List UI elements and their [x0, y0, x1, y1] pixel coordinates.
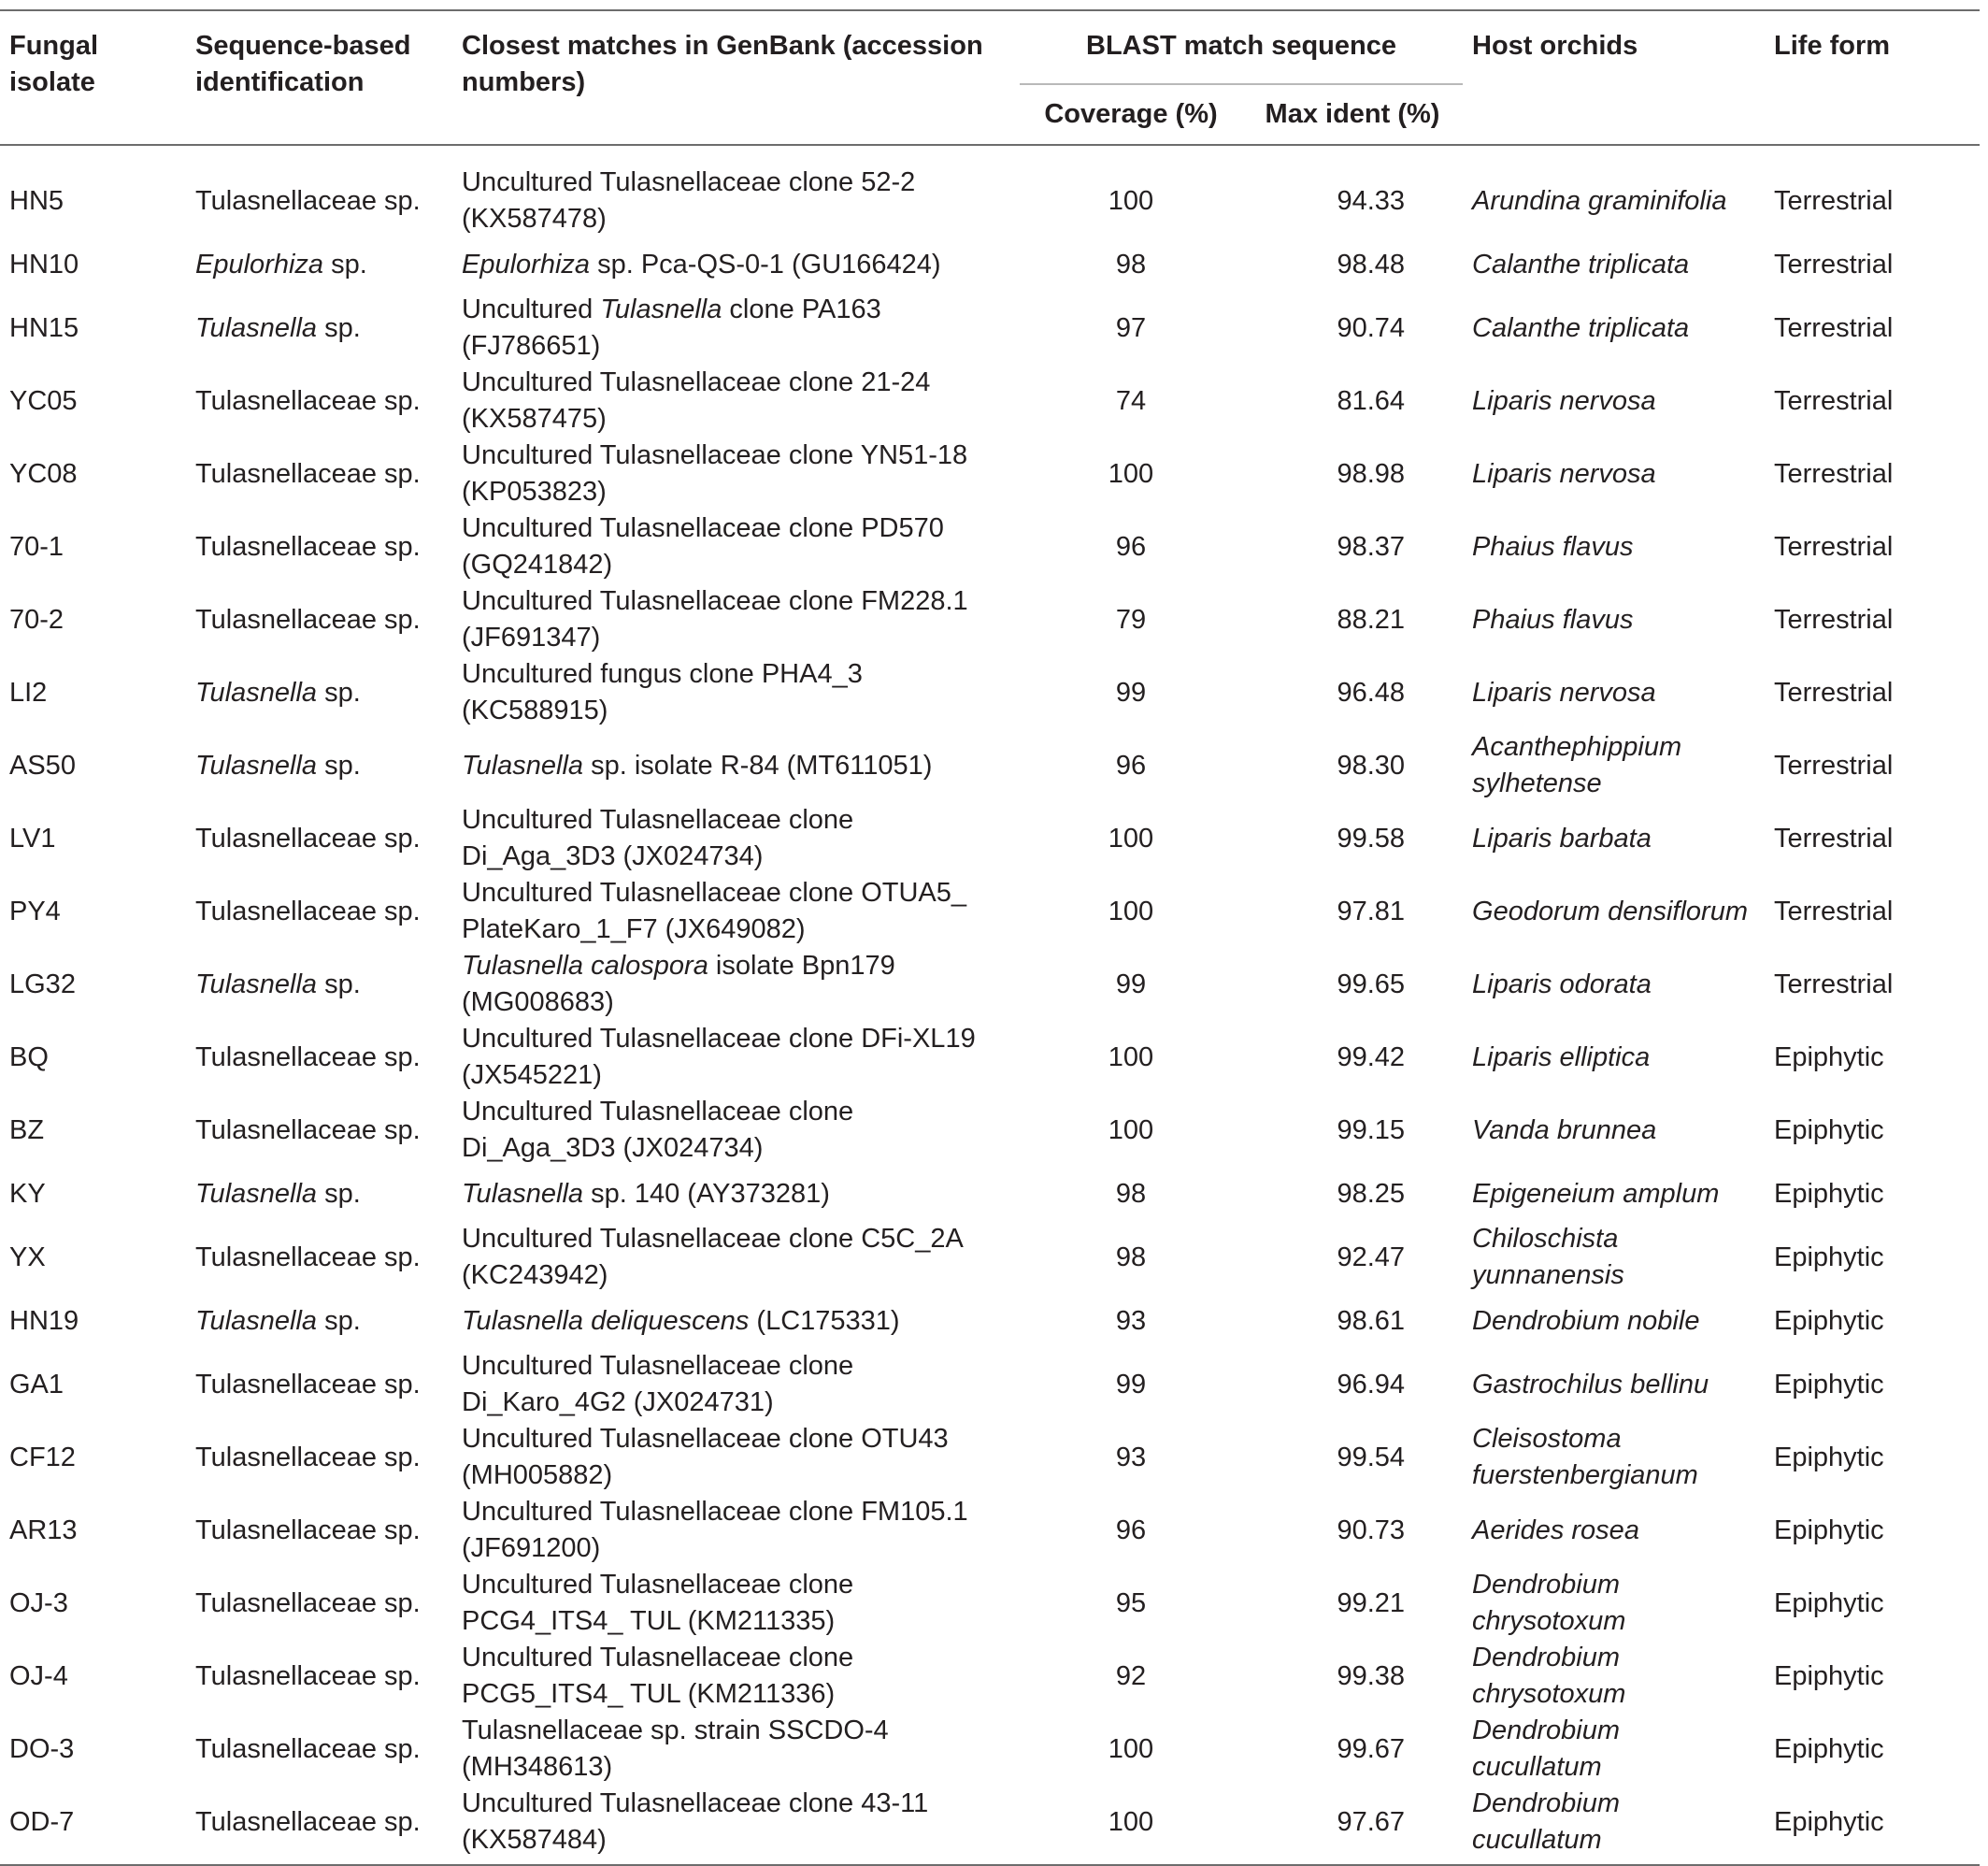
cell-isolate: OJ-4 [9, 1660, 68, 1691]
cell-closest-match [452, 948, 1020, 1021]
cell-identification-text: Tulasnellaceae sp. [195, 185, 421, 216]
cell-closest-match-text: Uncultured Tulasnellaceae clone OTU43 (MH005882) [462, 1424, 949, 1490]
cell-closest-match-text: Tulasnellaceae sp. strain SSCDO-4 (MH348613) [462, 1715, 889, 1782]
table-header [0, 10, 1980, 145]
header-max-ident: Max ident (%) [1242, 84, 1463, 145]
cell-closest-match [452, 292, 1020, 365]
cell-host-orchid: Liparis nervosa [1472, 677, 1656, 708]
cell-closest-match [452, 1348, 1020, 1421]
cell-coverage: 74 [1115, 385, 1147, 416]
cell-max-ident: 99.15 [1337, 1114, 1406, 1145]
cell-max-ident: 99.58 [1337, 823, 1406, 854]
cell-max-ident: 98.98 [1337, 458, 1406, 489]
cell-isolate: KY [9, 1178, 46, 1209]
cell-identification-text: Tulasnellaceae sp. [195, 604, 421, 635]
cell-max-ident: 96.48 [1337, 677, 1406, 708]
cell-closest-match-text: Uncultured fungus clone PHA4_3 (KC588915) [462, 659, 863, 725]
cell-isolate: AS50 [9, 750, 76, 781]
cell-isolate: PY4 [9, 896, 61, 926]
cell-identification [186, 1567, 452, 1640]
cell-closest-match-text: Uncultured Tulasnellaceae clone PD570 (GQ241842) [462, 513, 944, 580]
cell-coverage: 99 [1115, 677, 1147, 708]
cell-life-form: Terrestrial [1774, 458, 1894, 489]
cell-identification [186, 1640, 452, 1713]
table-row [0, 1294, 1980, 1348]
cell-closest-match-text: Uncultured Tulasnellaceae clone DFi-XL19 (JX545221) [462, 1024, 976, 1090]
cell-closest-match-text: Uncultured Tulasnellaceae clone OTUA5_ PlateKaro_1_F7 (JX649082) [462, 878, 967, 944]
cell-coverage: 100 [1108, 185, 1154, 216]
cell-identification [186, 1294, 452, 1348]
cell-max-ident: 98.25 [1337, 1178, 1406, 1209]
table-row [0, 1167, 1980, 1221]
table-row [0, 656, 1980, 729]
cell-closest-match-text: Tulasnella [600, 294, 722, 324]
cell-host-orchid: Liparis nervosa [1472, 458, 1656, 489]
cell-closest-match [452, 1167, 1020, 1221]
cell-life-form: Epiphytic [1774, 1114, 1884, 1145]
cell-closest-match [452, 583, 1020, 656]
cell-closest-match [452, 510, 1020, 583]
cell-coverage: 97 [1115, 312, 1147, 343]
cell-host-orchid: Dendrobium cucullatum [1463, 1786, 1765, 1865]
cell-isolate: OD-7 [0, 1786, 186, 1865]
cell-isolate: HN10 [9, 249, 79, 280]
cell-identification [186, 583, 452, 656]
table-row [0, 145, 1980, 237]
cell-life-form: Epiphytic [1774, 1733, 1884, 1764]
cell-identification-text: Tulasnellaceae sp. [195, 385, 421, 416]
cell-max-ident: 98.61 [1337, 1305, 1406, 1336]
cell-closest-match [452, 438, 1020, 510]
cell-life-form: Terrestrial [1774, 750, 1894, 781]
cell-host-orchid: Gastrochilus bellinu [1472, 1369, 1709, 1400]
cell-isolate: LV1 [9, 823, 56, 854]
table-row [0, 1494, 1980, 1567]
cell-closest-match-text: Uncultured Tulasnellaceae clone Di_Aga_3D3 (JX024734) [462, 1097, 854, 1163]
cell-identification [186, 237, 452, 292]
cell-max-ident: 92.47 [1337, 1242, 1406, 1272]
cell-closest-match-text: sp. 140 (AY373281) [583, 1178, 830, 1209]
cell-host-orchid: Dendrobium cucullatum [1472, 1715, 1620, 1782]
cell-isolate: 70-2 [9, 604, 64, 635]
table-row [0, 875, 1980, 948]
cell-host-orchid: Phaius flavus [1472, 531, 1634, 562]
cell-identification [186, 1494, 452, 1567]
cell-identification-text: Tulasnellaceae sp. [195, 531, 421, 562]
cell-host-orchid: Geodorum densiflorum [1472, 896, 1748, 926]
cell-isolate: HN5 [9, 185, 64, 216]
cell-closest-match-text: Uncultured Tulasnellaceae clone 21-24 (KX587475) [462, 367, 931, 434]
table-row [0, 1094, 1980, 1167]
cell-closest-match-text: Uncultured Tulasnellaceae clone 43-11 (KX587484) [462, 1788, 929, 1855]
cell-isolate: OJ-3 [9, 1587, 68, 1618]
header-coverage: Coverage (%) [1020, 84, 1242, 145]
cell-closest-match [452, 1713, 1020, 1786]
cell-life-form: Epiphytic [1774, 1041, 1884, 1072]
cell-isolate: YX [9, 1242, 46, 1272]
cell-closest-match-text: Uncultured Tulasnellaceae clone PCG5_ITS4_ TUL (KM211336) [462, 1643, 854, 1709]
table-row [0, 1786, 1980, 1865]
cell-life-form: Epiphytic [1774, 1242, 1884, 1272]
cell-isolate: LG32 [9, 969, 76, 999]
cell-host-orchid: Vanda brunnea [1472, 1114, 1657, 1145]
cell-coverage: 98 [1115, 249, 1147, 280]
cell-identification-text: Tulasnellaceae sp. [195, 1587, 421, 1618]
cell-identification [186, 1021, 452, 1094]
cell-max-ident: 97.81 [1337, 896, 1406, 926]
cell-identification [186, 1421, 452, 1494]
cell-life-form: Terrestrial [1774, 249, 1894, 280]
cell-closest-match-text: Epulorhiza [462, 249, 591, 280]
header-sequence-identification: Sequence-based identification [186, 10, 452, 145]
cell-life-form: Terrestrial [1774, 677, 1894, 708]
cell-identification [186, 729, 452, 802]
cell-host-orchid: Dendrobium chrysotoxum [1472, 1570, 1626, 1636]
table-row [0, 510, 1980, 583]
cell-closest-match [452, 1494, 1020, 1567]
cell-max-ident: 96.94 [1337, 1369, 1406, 1400]
cell-identification-text: Tulasnellaceae sp. [195, 1242, 421, 1272]
fungal-isolates-table [0, 9, 1980, 1866]
cell-coverage: 100 [1108, 1041, 1154, 1072]
cell-host-orchid: Chiloschista yunnanensis [1472, 1224, 1624, 1290]
cell-life-form: Terrestrial [1774, 312, 1894, 343]
cell-identification-text: Tulasnella [195, 312, 318, 343]
cell-isolate: YC08 [9, 458, 78, 489]
cell-coverage: 95 [1115, 1587, 1147, 1618]
cell-host-orchid: Liparis elliptica [1472, 1041, 1651, 1072]
cell-coverage: 96 [1115, 1514, 1147, 1545]
cell-closest-match [452, 1021, 1020, 1094]
cell-identification [186, 1713, 452, 1786]
cell-isolate: BZ [9, 1114, 45, 1145]
cell-identification [186, 802, 452, 875]
cell-identification-text: sp. [317, 312, 361, 343]
table-row [0, 948, 1980, 1021]
cell-identification [186, 875, 452, 948]
cell-life-form: Epiphytic [1765, 1786, 1980, 1865]
cell-life-form: Terrestrial [1774, 896, 1894, 926]
cell-closest-match-text: Tulasnella [462, 750, 584, 781]
cell-identification [186, 438, 452, 510]
cell-isolate: CF12 [9, 1442, 76, 1472]
cell-life-form: Epiphytic [1774, 1442, 1884, 1472]
cell-isolate: BQ [9, 1041, 49, 1072]
cell-isolate: YC05 [9, 385, 78, 416]
cell-identification [186, 1348, 452, 1421]
cell-max-ident: 99.67 [1337, 1733, 1406, 1764]
cell-identification-text: sp. [323, 249, 367, 280]
cell-coverage: 98 [1115, 1178, 1147, 1209]
cell-identification-text: Tulasnellaceae sp. [195, 1733, 421, 1764]
cell-host-orchid: Epigeneium amplum [1472, 1178, 1720, 1209]
cell-coverage: 93 [1115, 1442, 1147, 1472]
header-fungal-isolate: Fungal isolate [0, 10, 186, 145]
cell-closest-match [452, 656, 1020, 729]
table-row [0, 583, 1980, 656]
cell-coverage: 93 [1115, 1305, 1147, 1336]
cell-coverage: 100 [1108, 1114, 1154, 1145]
cell-life-form: Terrestrial [1774, 969, 1894, 999]
cell-host-orchid: Phaius flavus [1472, 604, 1634, 635]
cell-life-form: Epiphytic [1774, 1514, 1884, 1545]
cell-coverage: 100 [1108, 458, 1154, 489]
cell-life-form: Epiphytic [1774, 1587, 1884, 1618]
table-row [0, 729, 1980, 802]
cell-life-form: Terrestrial [1774, 823, 1894, 854]
cell-isolate: DO-3 [9, 1733, 75, 1764]
cell-max-ident: 99.54 [1337, 1442, 1406, 1472]
cell-closest-match-text: Uncultured Tulasnellaceae clone YN51-18 (KP053823) [462, 440, 968, 507]
table-body [0, 145, 1980, 1865]
cell-host-orchid: Calanthe triplicata [1472, 249, 1690, 280]
cell-max-ident: 99.65 [1337, 969, 1406, 999]
cell-identification-text: Tulasnella [195, 969, 318, 999]
cell-isolate: LI2 [9, 677, 48, 708]
cell-identification-text: Tulasnellaceae sp. [195, 1041, 421, 1072]
cell-closest-match-text: Tulasnella deliquescens [462, 1305, 750, 1336]
cell-closest-match [452, 1640, 1020, 1713]
cell-host-orchid: Liparis nervosa [1472, 385, 1656, 416]
cell-life-form: Epiphytic [1774, 1660, 1884, 1691]
table-row [0, 1021, 1980, 1094]
cell-closest-match-text: Uncultured Tulasnellaceae clone 52-2 (KX587478) [462, 167, 916, 234]
cell-isolate: HN15 [9, 312, 79, 343]
cell-identification [186, 1094, 452, 1167]
cell-coverage: 100 [1108, 823, 1154, 854]
cell-closest-match-text: Uncultured Tulasnellaceae clone Di_Aga_3D3 (JX024734) [462, 805, 854, 871]
cell-closest-match-text: sp. isolate R-84 (MT611051) [583, 750, 933, 781]
cell-closest-match-text: isolate Bpn179 (MG008683) [462, 951, 895, 1017]
cell-host-orchid: Liparis odorata [1472, 969, 1652, 999]
cell-closest-match-text: Uncultured Tulasnellaceae clone Di_Karo_4G2 (JX024731) [462, 1351, 854, 1417]
cell-closest-match [452, 365, 1020, 438]
cell-closest-match [452, 802, 1020, 875]
cell-max-ident: 99.38 [1337, 1660, 1406, 1691]
cell-closest-match-text: Uncultured Tulasnellaceae clone C5C_2A (KC243942) [462, 1224, 963, 1290]
cell-closest-match [452, 729, 1020, 802]
table-row [0, 365, 1980, 438]
cell-identification-text: Tulasnellaceae sp. [195, 1660, 421, 1691]
cell-coverage: 98 [1115, 1242, 1147, 1272]
cell-identification-text: Tulasnella [195, 750, 318, 781]
table-row [0, 292, 1980, 365]
cell-life-form: Terrestrial [1774, 604, 1894, 635]
cell-life-form: Terrestrial [1774, 185, 1894, 216]
cell-max-ident: 90.74 [1337, 312, 1406, 343]
cell-closest-match [452, 1094, 1020, 1167]
cell-life-form: Terrestrial [1774, 385, 1894, 416]
cell-identification [186, 1786, 452, 1865]
cell-max-ident: 99.21 [1337, 1587, 1406, 1618]
header-closest-matches: Closest matches in GenBank (accession numbers) [452, 10, 1020, 145]
cell-identification [186, 1167, 452, 1221]
cell-coverage: 92 [1115, 1660, 1147, 1691]
cell-closest-match-text: Uncultured [462, 294, 601, 324]
cell-coverage: 96 [1115, 531, 1147, 562]
table-row [0, 237, 1980, 292]
cell-life-form: Terrestrial [1774, 531, 1894, 562]
cell-closest-match [452, 1786, 1020, 1865]
cell-identification-text: Tulasnellaceae sp. [195, 1114, 421, 1145]
cell-max-ident: 98.37 [1337, 531, 1406, 562]
cell-closest-match-text: Tulasnella [462, 1178, 584, 1209]
cell-identification-text: Tulasnellaceae sp. [195, 896, 421, 926]
cell-identification [186, 656, 452, 729]
cell-identification [186, 292, 452, 365]
cell-identification-text: Tulasnella [195, 1178, 318, 1209]
cell-identification [186, 365, 452, 438]
cell-identification [186, 948, 452, 1021]
cell-identification-text: Epulorhiza [195, 249, 324, 280]
cell-closest-match-text: Tulasnella calospora [462, 951, 708, 981]
cell-identification-text: sp. [317, 750, 361, 781]
cell-host-orchid: Cleisostoma fuerstenbergianum [1472, 1424, 1698, 1490]
cell-identification [186, 1221, 452, 1294]
cell-closest-match [452, 237, 1020, 292]
cell-closest-match-text: Uncultured Tulasnellaceae clone FM105.1 (JF691200) [462, 1497, 968, 1563]
cell-coverage: 79 [1115, 604, 1147, 635]
cell-max-ident: 88.21 [1337, 604, 1406, 635]
cell-identification-text: Tulasnella [195, 1305, 318, 1336]
cell-identification-text: sp. [317, 1305, 361, 1336]
cell-coverage: 100 [1108, 1733, 1154, 1764]
cell-identification-text: sp. [317, 677, 361, 708]
cell-life-form: Epiphytic [1774, 1369, 1884, 1400]
cell-life-form: Epiphytic [1774, 1305, 1884, 1336]
cell-identification-text: Tulasnellaceae sp. [195, 1514, 421, 1545]
cell-identification-text: Tulasnellaceae sp. [195, 823, 421, 854]
cell-host-orchid: Calanthe triplicata [1472, 312, 1690, 343]
cell-closest-match [452, 1221, 1020, 1294]
cell-host-orchid: Dendrobium nobile [1472, 1305, 1700, 1336]
cell-host-orchid: Aerides rosea [1472, 1514, 1639, 1545]
cell-host-orchid: Liparis barbata [1472, 823, 1652, 854]
cell-closest-match [452, 1421, 1020, 1494]
table-row [0, 1713, 1980, 1786]
table-row [0, 1421, 1980, 1494]
cell-coverage: 96 [1115, 750, 1147, 781]
cell-closest-match-text: Uncultured Tulasnellaceae clone PCG4_ITS4_ TUL (KM211335) [462, 1570, 854, 1636]
cell-closest-match-text: (LC175331) [749, 1305, 900, 1336]
cell-identification-text: Tulasnellaceae sp. [195, 1806, 421, 1837]
cell-max-ident: 97.67 [1242, 1786, 1463, 1865]
cell-identification-text: Tulasnellaceae sp. [195, 1369, 421, 1400]
cell-coverage: 100 [1020, 1786, 1242, 1865]
cell-identification-text: sp. [317, 1178, 361, 1209]
header-blast-label: BLAST match sequence [1086, 31, 1396, 61]
cell-max-ident: 99.42 [1337, 1041, 1406, 1072]
cell-coverage: 100 [1108, 896, 1154, 926]
cell-coverage: 99 [1115, 1369, 1147, 1400]
table-row [0, 1348, 1980, 1421]
cell-life-form: Epiphytic [1774, 1178, 1884, 1209]
cell-coverage: 99 [1115, 969, 1147, 999]
cell-closest-match [452, 875, 1020, 948]
cell-identification [186, 145, 452, 237]
cell-closest-match [452, 1294, 1020, 1348]
cell-identification-text: sp. [317, 969, 361, 999]
cell-isolate: AR13 [9, 1514, 78, 1545]
cell-closest-match-text: clone PA163 (FJ786651) [462, 294, 881, 361]
table-row [0, 1640, 1980, 1713]
header-host-orchids: Host orchids [1463, 10, 1765, 145]
cell-identification-text: Tulasnellaceae sp. [195, 458, 421, 489]
cell-host-orchid: Arundina graminifolia [1472, 185, 1727, 216]
cell-isolate: 70-1 [9, 531, 64, 562]
cell-host-orchid: Acanthephippium sylhetense [1472, 732, 1682, 798]
cell-identification [186, 510, 452, 583]
cell-identification-text: Tulasnella [195, 677, 318, 708]
table-row [0, 438, 1980, 510]
cell-closest-match [452, 1567, 1020, 1640]
cell-identification-text: Tulasnellaceae sp. [195, 1442, 421, 1472]
table-row [0, 802, 1980, 875]
cell-max-ident: 98.48 [1337, 249, 1406, 280]
cell-max-ident: 90.73 [1337, 1514, 1406, 1545]
table-row [0, 1567, 1980, 1640]
cell-max-ident: 98.30 [1337, 750, 1406, 781]
header-life-form: Life form [1765, 10, 1980, 145]
cell-isolate: GA1 [9, 1369, 64, 1400]
table-row [0, 1221, 1980, 1294]
cell-host-orchid: Dendrobium chrysotoxum [1472, 1643, 1626, 1709]
header-blast-group [1020, 10, 1463, 84]
cell-isolate: HN19 [9, 1305, 79, 1336]
cell-max-ident: 94.33 [1337, 185, 1406, 216]
cell-closest-match-text: Uncultured Tulasnellaceae clone FM228.1 (JF691347) [462, 586, 968, 653]
cell-max-ident: 81.64 [1337, 385, 1406, 416]
cell-closest-match [452, 145, 1020, 237]
cell-closest-match-text: sp. Pca-QS-0-1 (GU166424) [590, 249, 941, 280]
